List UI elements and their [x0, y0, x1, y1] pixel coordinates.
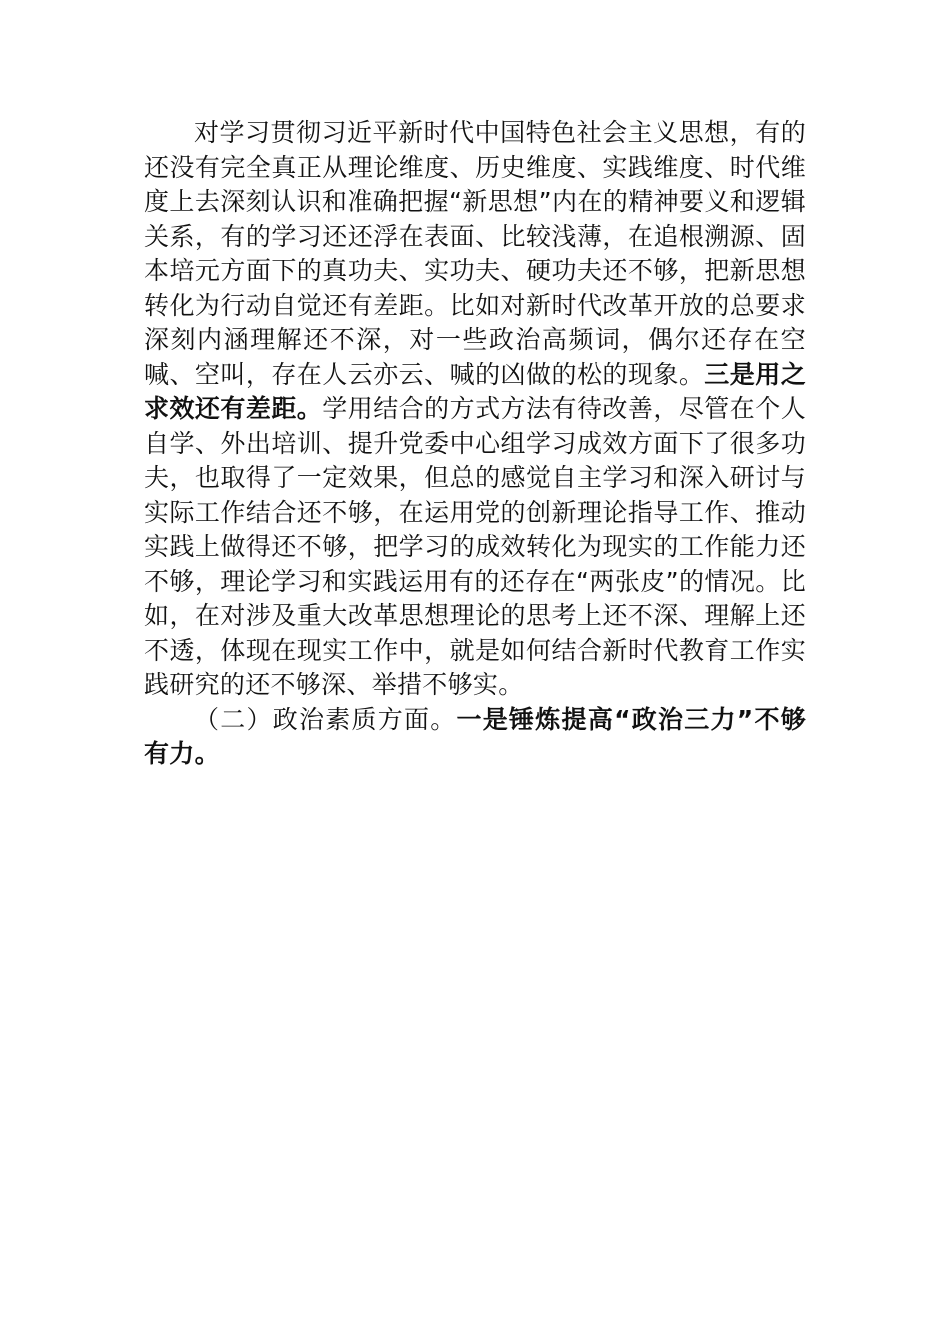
paragraph-study-shortcomings — [144, 116, 806, 703]
bold-heading-point-three: 三是用之求效还有差距。 — [144, 359, 806, 423]
section-heading: （二）政治素质方面。 — [194, 704, 457, 734]
paragraph-political-quality — [144, 703, 806, 772]
paragraph-text: 对学习贯彻习近平新时代中国特色社会主义思想，有的还没有完全真正从理论维度、历史维度、实践维度、时代维度上去深刻认识和准确把握“新思想”内在的精神要义和逻辑关系，有的学习还还浮在表面、比较浅薄，在追根溯源、固本培元方面下的真功夫、实功夫、硬功夫还不够，把新思想转化为行动自觉还有差距。比如对新时代改革开放的总要求深刻内涵理解还不深，对一些政治高频词，偶尔还存在空喊、空叫，存在人云亦云、喊的凶做的松的现象。 — [144, 118, 806, 389]
bold-heading-point-one: 一是锤炼提高“政治三力”不够有力。 — [144, 704, 806, 768]
paragraph-text: 学用结合的方式方法有待改善，尽管在个人自学、外出培训、提升党委中心组学习成效方面下了很多功夫，也取得了一定效果，但总的感觉自主学习和深入研讨与实际工作结合还不够，在运用党的创新理论指导工作、推动实践上做得还不够，把学习的成效转化为现实的工作能力还不够，理论学习和实践运用有的还存在“两张皮”的情况。比如，在对涉及重大改革思想理论的思考上还不深、理解上还不透，体现在现实工作中，就是如何结合新时代教育工作实践研究的还不够深、举措不够实。 — [144, 394, 806, 699]
document-body — [144, 116, 806, 772]
